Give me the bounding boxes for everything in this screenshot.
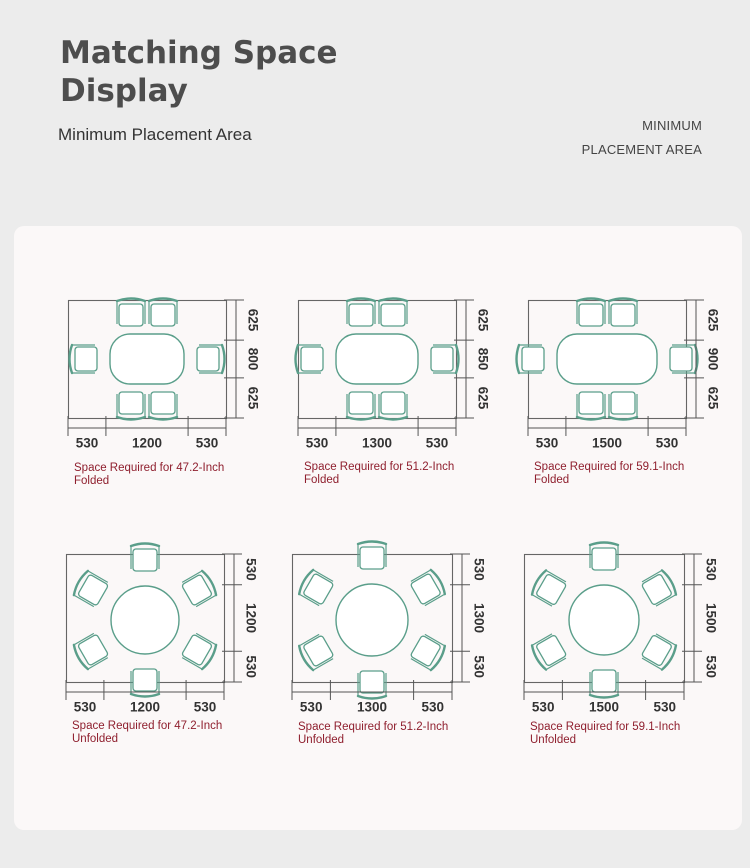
caption-line-2: Folded [74, 475, 110, 487]
caption-line-2: Unfolded [298, 734, 345, 746]
dim-bottom-left: 530 [531, 699, 555, 715]
chair-icon [609, 299, 637, 327]
layout-group [68, 299, 260, 451]
dim-bottom-left: 530 [75, 435, 99, 451]
dim-side-top: 530 [243, 558, 259, 581]
dim-side-bottom: 625 [245, 386, 261, 410]
space-diagram-unfolded [292, 554, 492, 722]
dim-bottom-right: 530 [193, 699, 217, 715]
caption-line-2: Unfolded [530, 734, 577, 746]
chair-icon [670, 345, 698, 373]
dim-bottom-middle: 1200 [131, 435, 163, 451]
space-diagram-unfolded [66, 554, 264, 722]
dim-side-bottom: 530 [243, 655, 259, 678]
chair-icon [609, 392, 637, 420]
chair-icon [379, 392, 407, 420]
layout-svg [298, 300, 496, 458]
space-diagram-folded [68, 300, 266, 458]
chair-icon [296, 345, 324, 373]
chair-icon [180, 632, 218, 670]
dim-bottom-middle: 1300 [361, 435, 393, 451]
dim-side-middle: 900 [705, 347, 721, 371]
table-shape [336, 334, 418, 384]
space-caption [530, 721, 720, 747]
dim-side-top: 625 [475, 308, 491, 332]
layout-group [517, 299, 721, 451]
dim-bottom-right: 530 [195, 435, 219, 451]
chair-icon [640, 633, 678, 671]
caption-line-2: Folded [534, 474, 570, 486]
page-subtitle: Minimum Placement Area [58, 125, 252, 144]
chair-icon [72, 570, 110, 608]
caption-line-1: Space Required for 47.2-Inch [72, 720, 223, 732]
chair-icon [409, 633, 447, 671]
space-diagram-unfolded [524, 554, 724, 722]
chair-icon [149, 392, 177, 420]
layout-svg [524, 554, 724, 722]
dim-bottom-right: 530 [655, 435, 679, 451]
caption-line-1: Space Required for 51.2-Inch [298, 721, 449, 733]
tag-line-1: MINIMUM [642, 118, 702, 133]
chair-icon [577, 392, 605, 420]
chair-icon [530, 569, 568, 607]
space-caption [74, 462, 264, 488]
table-shape [557, 334, 657, 384]
table-shape [336, 584, 408, 656]
dim-bottom-left: 530 [299, 699, 323, 715]
dim-side-bottom: 530 [471, 655, 487, 678]
chair-icon [358, 671, 386, 699]
chair-icon [131, 544, 159, 572]
chair-icon [517, 345, 545, 373]
table-shape [569, 585, 639, 655]
dim-bottom-left: 530 [535, 435, 559, 451]
dim-bottom-right: 530 [425, 435, 449, 451]
tag-line-2: PLACEMENT AREA [581, 142, 702, 157]
chair-icon [431, 345, 459, 373]
space-caption [534, 461, 724, 487]
dim-bottom-middle: 1300 [356, 699, 388, 715]
dim-side-top: 625 [245, 308, 261, 332]
chair-icon [590, 543, 618, 571]
caption-line-1: Space Required for 59.1-Inch [530, 721, 681, 733]
chair-icon [149, 299, 177, 327]
layout-svg [66, 554, 264, 722]
table-shape [110, 334, 184, 384]
layout-group [524, 543, 718, 715]
caption-line-1: Space Required for 59.1-Inch [534, 461, 685, 473]
layout-svg [528, 300, 726, 458]
chair-icon [640, 569, 678, 607]
space-diagram-folded [298, 300, 496, 458]
layout-group [66, 544, 258, 715]
dim-side-middle: 850 [475, 347, 491, 371]
layout-group [296, 299, 491, 451]
chair-icon [358, 542, 386, 570]
caption-line-2: Folded [304, 474, 340, 486]
layout-svg [292, 554, 492, 722]
dim-side-top: 530 [703, 558, 719, 581]
caption-line-2: Unfolded [72, 733, 119, 745]
dim-side-bottom: 530 [703, 655, 719, 678]
dim-side-bottom: 625 [705, 386, 721, 410]
chair-icon [297, 569, 335, 607]
chair-icon [347, 299, 375, 327]
chair-icon [347, 392, 375, 420]
dim-side-top: 625 [705, 308, 721, 332]
chair-icon [72, 632, 110, 670]
dim-side-bottom: 625 [475, 386, 491, 410]
space-caption [304, 461, 494, 487]
chair-icon [117, 299, 145, 327]
table-shape [111, 586, 179, 654]
dim-side-middle: 1300 [471, 602, 487, 634]
dim-side-middle: 800 [245, 347, 261, 371]
dim-bottom-right: 530 [653, 699, 677, 715]
layout-group [292, 542, 486, 715]
dim-bottom-middle: 1500 [588, 699, 620, 715]
dim-bottom-middle: 1200 [129, 699, 161, 715]
chair-icon [409, 569, 447, 607]
chair-icon [590, 670, 618, 698]
diagram-card [14, 226, 742, 830]
caption-line-1: Space Required for 47.2-Inch [74, 462, 225, 474]
dim-side-top: 530 [471, 558, 487, 581]
chair-icon [180, 570, 218, 608]
caption-line-1: Space Required for 51.2-Inch [304, 461, 455, 473]
chair-icon [117, 392, 145, 420]
dim-bottom-middle: 1500 [591, 435, 623, 451]
layout-svg [68, 300, 266, 458]
chair-icon [297, 633, 335, 671]
space-caption [72, 720, 262, 746]
dim-bottom-left: 530 [73, 699, 97, 715]
space-caption [298, 721, 488, 747]
chair-icon [530, 633, 568, 671]
chair-icon [577, 299, 605, 327]
chair-icon [70, 345, 98, 373]
dim-side-middle: 1200 [243, 602, 259, 634]
dim-side-middle: 1500 [703, 602, 719, 634]
chair-icon [379, 299, 407, 327]
dim-bottom-left: 530 [305, 435, 329, 451]
dim-bottom-right: 530 [421, 699, 445, 715]
chair-icon [197, 345, 225, 373]
page-title: Matching Space Display [60, 35, 338, 109]
space-diagram-folded [528, 300, 726, 458]
